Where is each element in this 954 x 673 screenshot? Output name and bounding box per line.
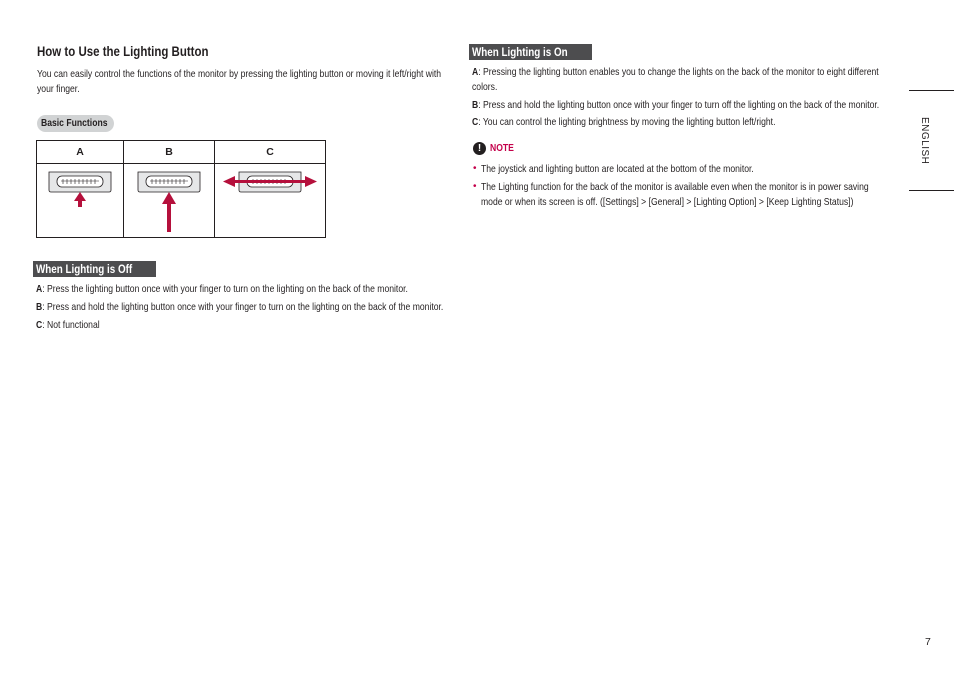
arrow-up-short-icon [74,192,86,207]
note-bullet-icon: • [473,163,477,174]
off-item-b: B: Press and hold the lighting button once with your finger to turn on the lighting on the back of the monitor. [36,301,444,313]
press-illustration [37,164,123,234]
basic-functions-badge [37,115,114,132]
note-bullet-2: The Lighting function for the back of the monitor is available even when the monitor is in power saving mode or when its screen is off. ([Settings] > [General] > [Lighting Option] > [Keep Lighting Status]) [481,181,869,208]
side-tab-top-rule [909,90,954,91]
press-hold-illustration [124,164,214,234]
column-header-b: B [124,141,215,164]
lighting-button-icon [138,172,200,192]
when-lighting-off-heading: When Lighting is Off [33,261,156,277]
illustration-move [215,164,326,238]
move-illustration [215,164,325,234]
illustration-press [37,164,124,238]
note-bullet-icon: • [473,181,477,192]
column-header-c: C [215,141,326,164]
page-title: How to Use the Lighting Button [37,43,209,59]
note-label: NOTE [490,142,514,154]
off-item-a: A: Press the lighting button once with your finger to turn on the lighting on the back of the monitor. [36,283,408,295]
on-item-a: A: Pressing the lighting button enables you to change the lights on the back of the monitor to eight different colors. [472,66,879,93]
functions-table [36,140,326,238]
note-bullet-1: The joystick and lighting button are located at the bottom of the monitor. [481,163,754,175]
side-tab-bottom-rule [909,190,954,191]
lighting-button-icon [49,172,111,192]
off-item-c: C: Not functional [36,319,100,331]
arrow-up-long-icon [162,192,176,232]
column-header-a: A [37,141,124,164]
intro-paragraph: You can easily control the functions of the monitor by pressing the lighting button or moving it left/right with your finger. [37,68,442,95]
on-item-b: B: Press and hold the lighting button once with your finger to turn off the lighting on the back of the monitor. [472,99,880,111]
note-alert-icon: ! [473,142,486,155]
language-side-tab: ENGLISH [919,117,930,165]
page-number: 7 [925,636,931,648]
when-lighting-on-heading: When Lighting is On [469,44,592,60]
basic-functions-label: Basic Functions [41,117,108,129]
on-item-c: C: You can control the lighting brightness by moving the lighting button left/right. [472,116,776,128]
illustration-press-hold [124,164,215,238]
